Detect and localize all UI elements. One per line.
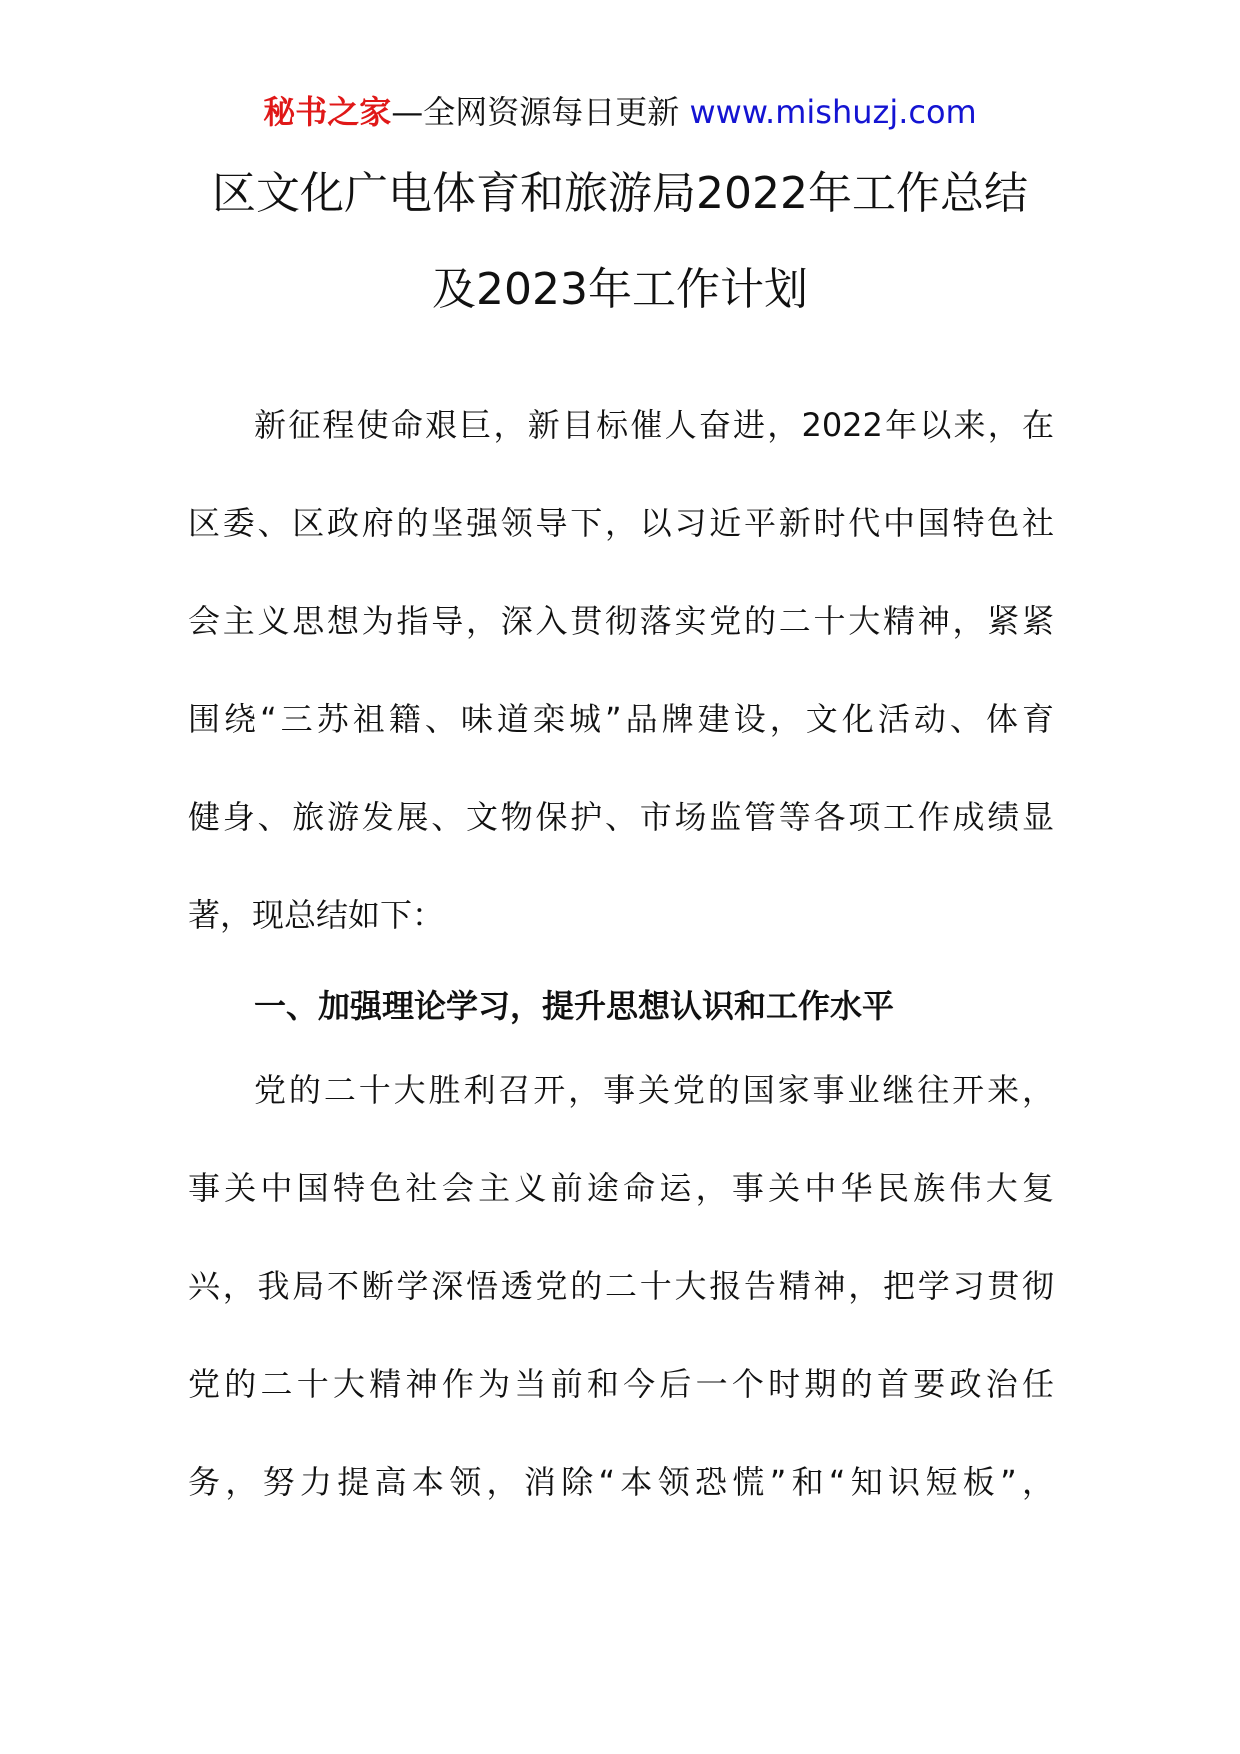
site-url-link[interactable]: www.mishuzj.com bbox=[689, 93, 977, 131]
document-title-line-1: 区文化广电体育和旅游局2022年工作总结 bbox=[212, 168, 1028, 219]
paragraph-line: 务，努力提高本领，消除“本领恐慌”和“知识短板”， bbox=[188, 1463, 1054, 1501]
paragraph-line: 会主义思想为指导，深入贯彻落实党的二十大精神，紧紧 bbox=[188, 602, 1054, 640]
paragraph-line: 兴，我局不断学深悟透党的二十大报告精神，把学习贯彻 bbox=[188, 1267, 1054, 1305]
section-heading: 一、加强理论学习，提升思想认识和工作水平 bbox=[254, 987, 895, 1025]
paragraph-line: 区委、区政府的坚强领导下，以习近平新时代中国特色社 bbox=[188, 504, 1054, 542]
paragraph-line: 新征程使命艰巨，新目标催人奋进，2022年以来，在 bbox=[254, 406, 1054, 444]
paragraph-line: 围绕“三苏祖籍、味道栾城”品牌建设，文化活动、体育 bbox=[188, 700, 1054, 738]
document-title-line-2: 及2023年工作计划 bbox=[432, 264, 808, 315]
site-brand: 秘书之家 bbox=[263, 93, 392, 131]
paragraph-line: 健身、旅游发展、文物保护、市场监管等各项工作成绩显 bbox=[188, 798, 1054, 836]
paragraph-line: 著，现总结如下： bbox=[188, 896, 445, 934]
site-slogan: —全网资源每日更新 bbox=[391, 93, 690, 131]
paragraph-line: 党的二十大胜利召开，事关党的国家事业继往开来， bbox=[254, 1071, 1054, 1109]
paragraph-line: 党的二十大精神作为当前和今后一个时期的首要政治任 bbox=[188, 1365, 1054, 1403]
watermark-header bbox=[0, 92, 1240, 132]
paragraph-line: 事关中国特色社会主义前途命运，事关中华民族伟大复 bbox=[188, 1169, 1054, 1207]
